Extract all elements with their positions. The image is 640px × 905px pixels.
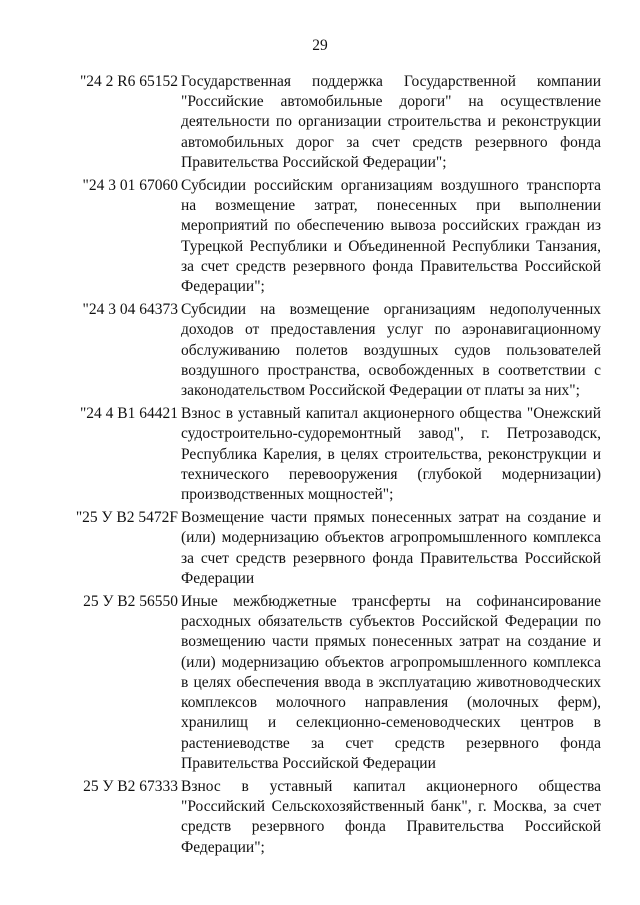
classification-description: Иные межбюджетные трансферты на софинансирование расходных обязательств субъектов Российской Федерации по возмещению части прямых понесенных затрат на создание и (или) модернизацию объектов агропромышленного комплекса в целях обеспечения ввода в эксплуатацию животноводческих комплексов молочного направления (молочных ферм), хранилищ и селекционно-семеноводческих центров в растениеводстве за счет средств резервного фонда Правительства Российской Федерации [181,593,601,772]
list-item [0,777,640,858]
page-number: 29 [312,37,328,54]
classification-description: Возмещение части прямых понесенных затрат на создание и (или) модернизацию объектов агропромышленного комплекса за счет средств резервного фонда Правительства Российской Федерации [181,509,601,587]
classification-code: "24 3 04 64373 [82,301,178,319]
classification-code: "25 У B2 5472F [75,509,178,527]
budget-classification-list [0,72,640,861]
list-item [0,508,640,589]
list-item [0,300,640,401]
list-item [0,404,640,505]
classification-description: Взнос в уставный капитал акционерного общества "Онежский судостроительно-судоремонтный завод", г. Петрозаводск, Республика Карелия, в целях строительства, реконструкции и технического перевооружения (глубокой модернизации) производственных мощностей"; [181,405,601,504]
classification-code: 25 У B2 56550 [83,593,178,611]
classification-description: Взнос в уставный капитал акционерного общества "Российский Сельскохозяйственный банк", г. Москва, за счет средств резервного фонда Правительства Российской Федерации"; [181,777,601,856]
classification-description: Субсидии на возмещение организациям недополученных доходов от предоставления услуг по аэронавигационному обслуживанию полетов воздушных судов пользователей воздушного пространства, освобожденных в соответствии с законодательством Российской Федерации от платы за них"; [181,301,601,400]
classification-description: Субсидии российским организациям воздушного транспорта на возмещение затрат, понесенных при выполнении мероприятий по обеспечению вывоза российских граждан из Турецкой Республики и Объединенной Республики Танзания, за счет средств резервного фонда Правительства Российской Федерации"; [181,177,601,296]
classification-code: 25 У B2 67333 [83,777,178,795]
classification-code: "24 4 B1 64421 [79,405,178,423]
classification-description: Государственная поддержка Государственной компании "Российские автомобильные дороги" на осуществление деятельности по организации строительства и реконструкции автомобильных дорог за счет средств резервного фонда Правительства Российской Федерации"; [181,73,601,171]
classification-code: "24 2 R6 65152 [79,73,178,90]
list-item [0,72,640,173]
list-item [0,176,640,297]
classification-code: "24 3 01 67060 [82,177,178,195]
list-item [0,592,640,774]
